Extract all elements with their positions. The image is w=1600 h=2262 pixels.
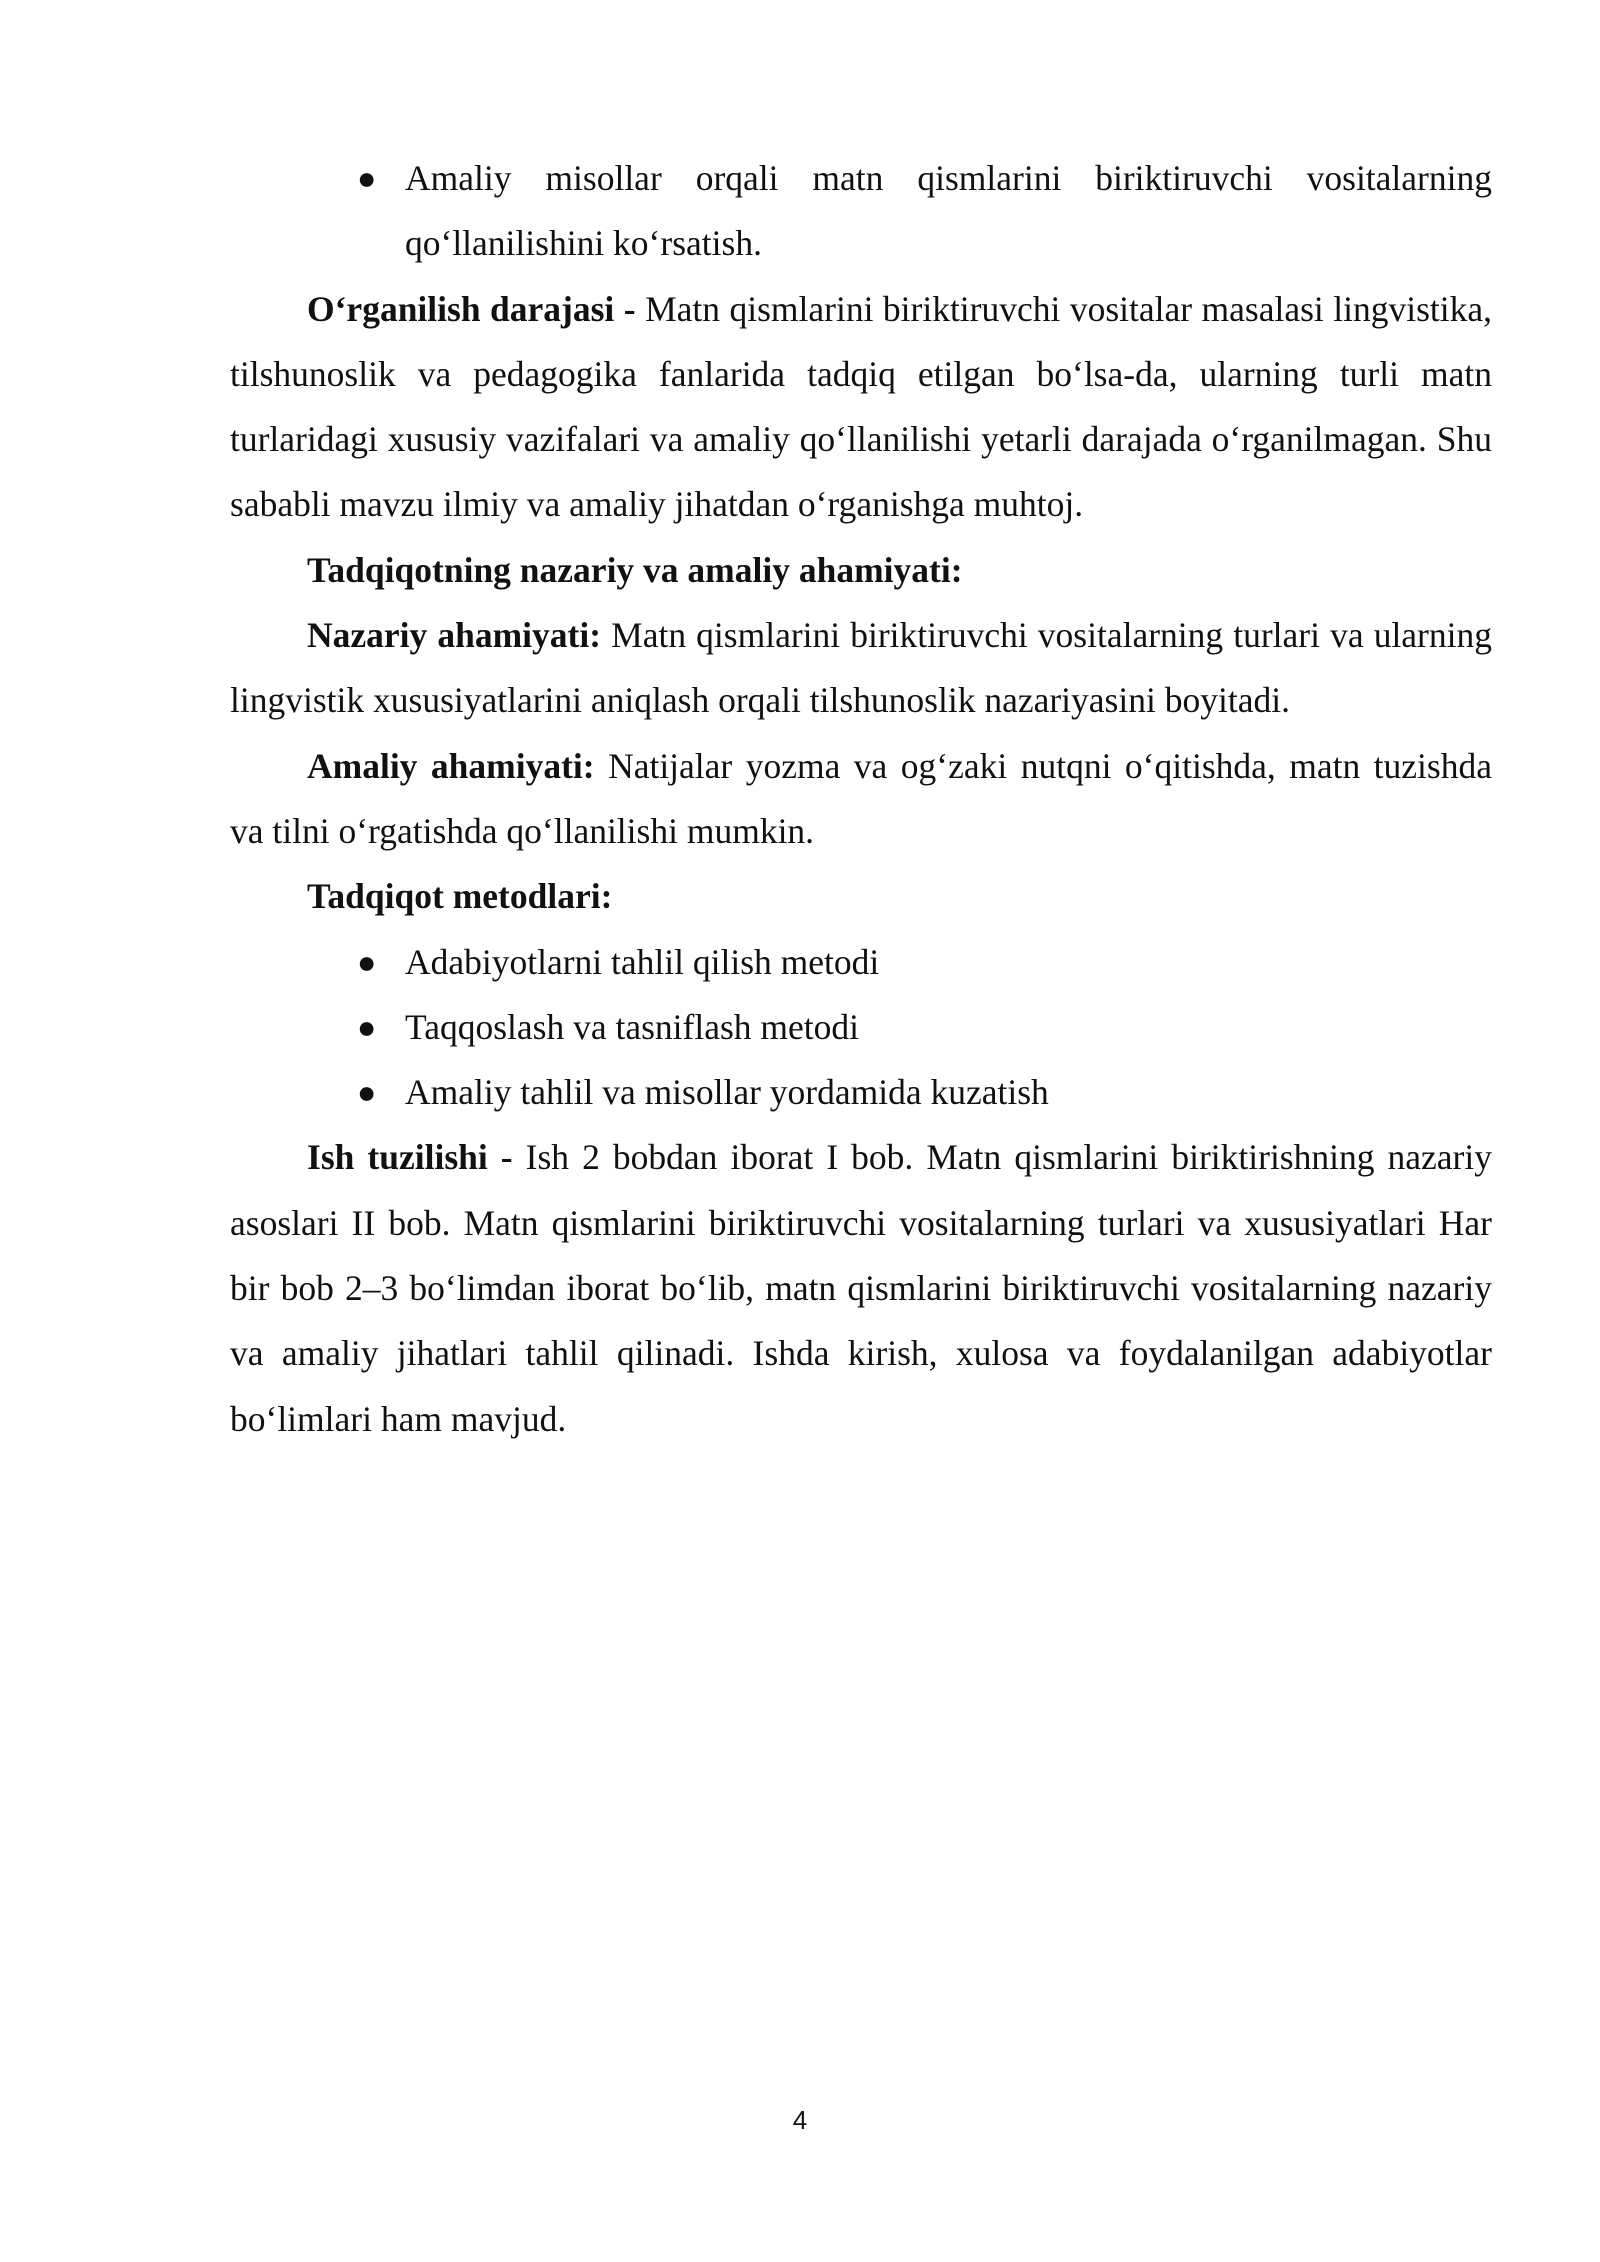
list-item <box>357 930 1492 995</box>
list-item-text: Amaliy tahlil va misollar yordamida kuzatish <box>405 1072 1049 1113</box>
study-level-label: O‘rganilish darajasi <box>307 288 615 329</box>
structure-text: Ish 2 bobdan iborat I bob. Matn qismlarini biriktirishning nazariy asoslari II bob. Matn qismlarini biriktiruvchi vositalarning turlari va xususiyatlari Har bir bob 2–3 bo‘limdan iborat bo‘lib, matn qismlarini biriktiruvchi vositalarning nazariy va amaliy jihatlari tahlil qilinadi. Ishda kirish, xulosa va foydalanilgan adabiyotlar bo‘limlari ham mavjud. <box>230 1137 1492 1439</box>
study-level-text: Matn qismlarini biriktiruvchi vositalar masalasi lingvistika, tilshunoslik va pedagogika fanlarida tadqiq etilgan bo‘lsa-da, ularning turli matn turlaridagi xususiy vazifalari va amaliy qo‘llanilishi yetarli darajada o‘rganilmagan. Shu sababli mavzu ilmiy va amaliy jihatdan o‘rganishga muhtoj. <box>230 288 1493 525</box>
study-level-separator: - <box>614 288 646 329</box>
list-item-text: Adabiyotlarni tahlil qilish metodi <box>405 941 880 982</box>
theoretical-paragraph <box>230 603 1492 734</box>
list-item-text: Amaliy misollar orqali matn qismlarini biriktiruvchi vositalarning qo‘llanilishini ko‘rsatish. <box>405 158 1492 264</box>
bullet-icon: ● <box>357 1008 377 1045</box>
theoretical-text: Matn qismlarini biriktiruvchi vositalarning turlari va ularning lingvistik xususiyatlarini aniqlash orqali tilshunoslik nazariyasini boyitadi. <box>230 615 1492 721</box>
practical-label: Amaliy ahamiyati: <box>307 745 595 786</box>
methods-bullet-list <box>230 930 1492 1126</box>
list-item <box>357 995 1492 1060</box>
goals-bullet-list <box>230 146 1492 277</box>
list-item <box>357 146 1492 277</box>
bullet-icon: ● <box>357 1074 377 1111</box>
study-level-paragraph <box>230 277 1492 538</box>
bullet-icon: ● <box>357 160 377 196</box>
document-page <box>230 146 1492 1452</box>
bullet-icon: ● <box>357 943 377 980</box>
practical-text: Natijalar yozma va og‘zaki nutqni o‘qitishda, matn tuzishda va tilni o‘rgatishda qo‘llanilishi mumkin. <box>230 745 1492 851</box>
significance-heading: Tadqiqotning nazariy va amaliy ahamiyati: <box>307 549 963 590</box>
structure-paragraph <box>230 1125 1492 1451</box>
page-number: 4 <box>792 2105 808 2135</box>
structure-label: Ish tuzilishi - <box>307 1137 513 1178</box>
theoretical-label: Nazariy ahamiyati: <box>307 615 602 656</box>
list-item <box>357 1060 1492 1125</box>
methods-heading: Tadqiqot metodlari: <box>307 876 613 917</box>
practical-paragraph <box>230 734 1492 865</box>
list-item-text: Taqqoslash va tasniflash metodi <box>405 1006 859 1047</box>
